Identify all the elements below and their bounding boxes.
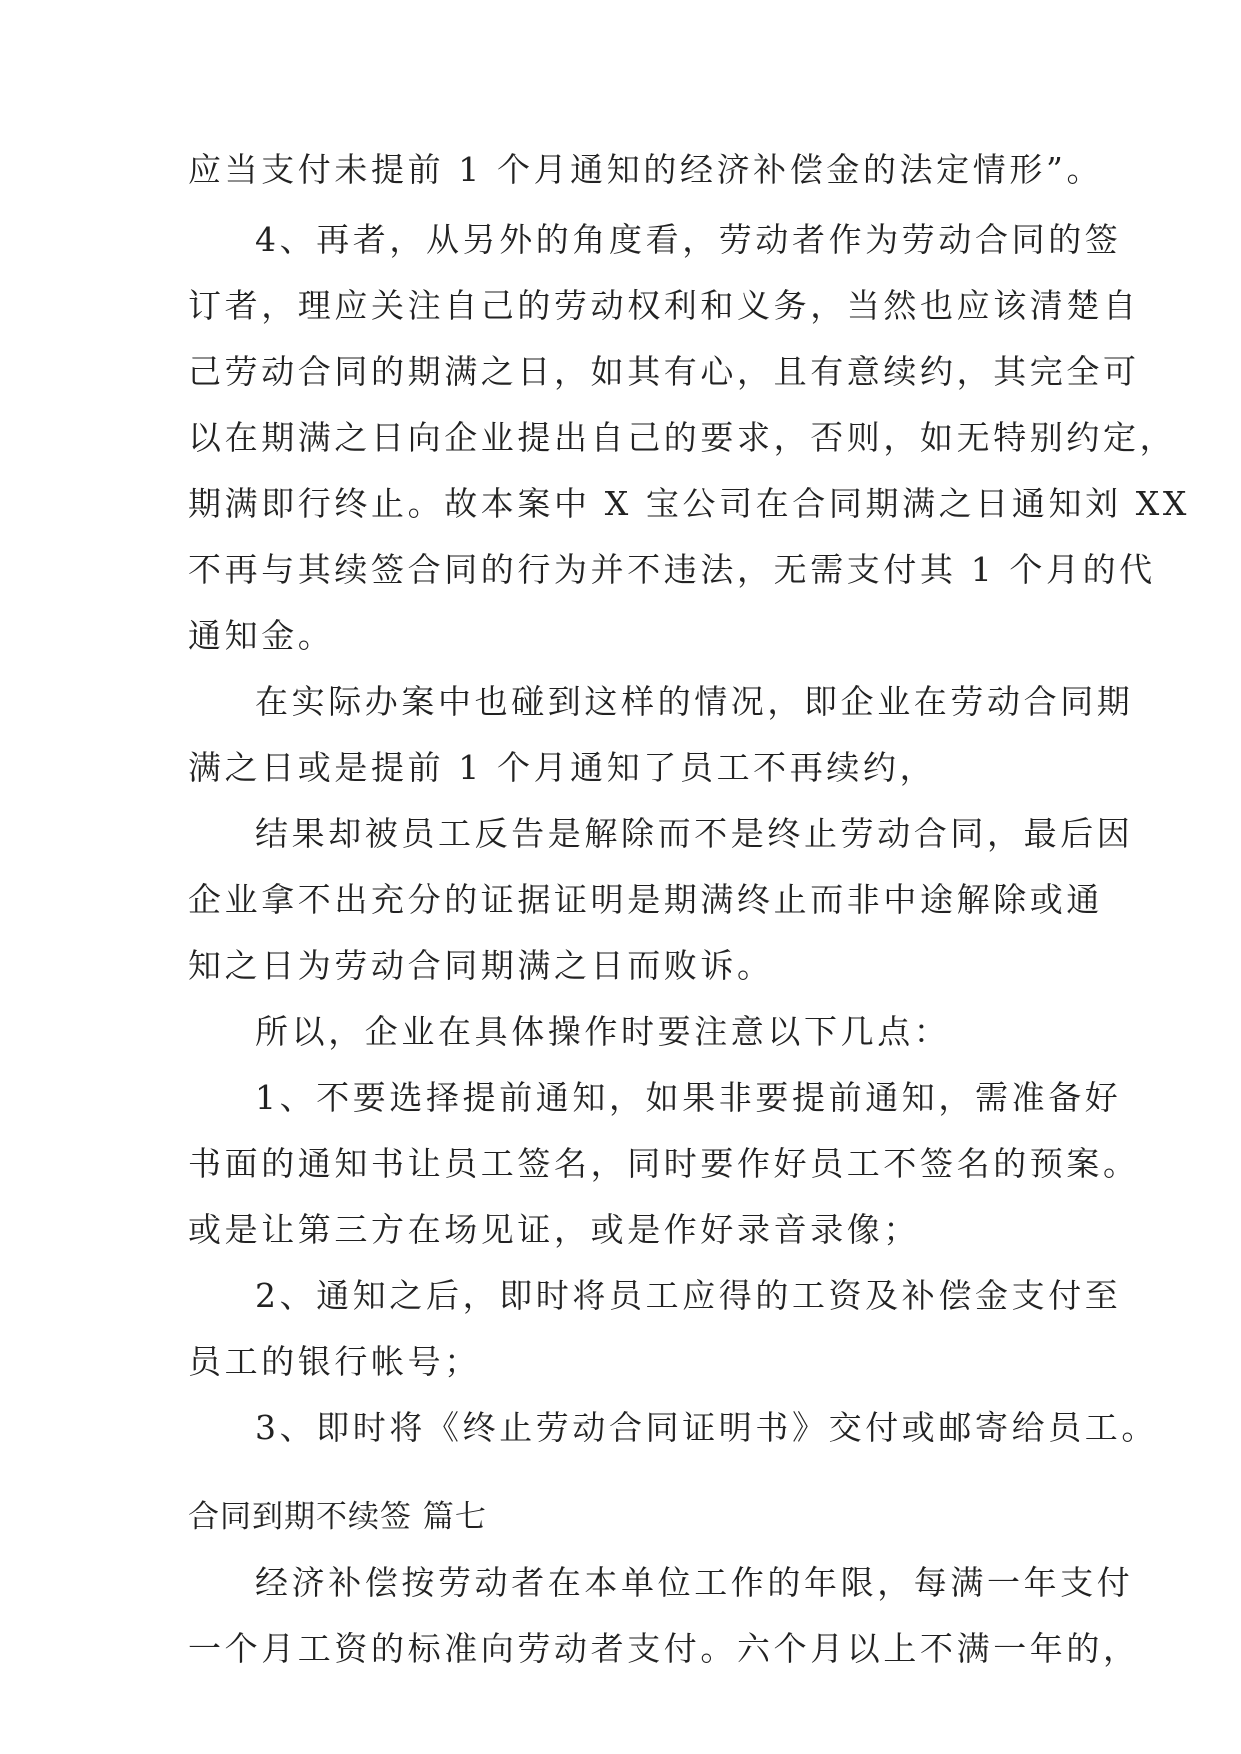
text-line: 企业拿不出充分的证据证明是期满终止而非中途解除或通 — [188, 880, 1103, 919]
section-heading: 合同到期不续签 篇七 — [188, 1499, 487, 1535]
text-line: 员工的银行帐号； — [188, 1342, 481, 1381]
text-line: 己劳动合同的期满之日，如其有心，且有意续约，其完全可 — [188, 352, 1140, 391]
text-line: 不再与其续签合同的行为并不违法，无需支付其 1 个月的代 — [188, 550, 1156, 589]
text-line: 一个月工资的标准向劳动者支付。六个月以上不满一年的， — [188, 1629, 1140, 1668]
text-line: 订者，理应关注自己的劳动权利和义务，当然也应该清楚自 — [188, 286, 1140, 325]
text-line: 期满即行终止。故本案中 X 宝公司在合同期满之日通知刘 XX — [188, 484, 1190, 523]
text-line: 在实际办案中也碰到这样的情况，即企业在劳动合同期 — [255, 682, 1134, 721]
text-line: 知之日为劳动合同期满之日而败诉。 — [188, 946, 774, 985]
text-line: 或是让第三方在场见证，或是作好录音录像； — [188, 1210, 920, 1249]
text-line: 满之日或是提前 1 个月通知了员工不再续约， — [188, 748, 937, 787]
text-line: 1、不要选择提前通知，如果非要提前通知，需准备好 — [255, 1078, 1122, 1117]
text-line: 书面的通知书让员工签名，同时要作好员工不签名的预案。 — [188, 1144, 1140, 1183]
text-line: 经济补偿按劳动者在本单位工作的年限，每满一年支付 — [255, 1563, 1134, 1602]
text-line: 所以，企业在具体操作时要注意以下几点： — [255, 1012, 951, 1051]
text-line: 以在期满之日向企业提出自己的要求，否则，如无特别约定， — [188, 418, 1177, 457]
text-line: 4、再者，从另外的角度看，劳动者作为劳动合同的签 — [255, 220, 1122, 259]
text-line: 结果却被员工反告是解除而不是终止劳动合同，最后因 — [255, 814, 1134, 853]
text-line: 应当支付未提前 1 个月通知的经济补偿金的法定情形”。 — [188, 150, 1104, 189]
text-line: 2、通知之后，即时将员工应得的工资及补偿金支付至 — [255, 1276, 1122, 1315]
text-line: 通知金。 — [188, 616, 335, 655]
text-line: 3、即时将《终止劳动合同证明书》交付或邮寄给员工。 — [255, 1408, 1158, 1447]
